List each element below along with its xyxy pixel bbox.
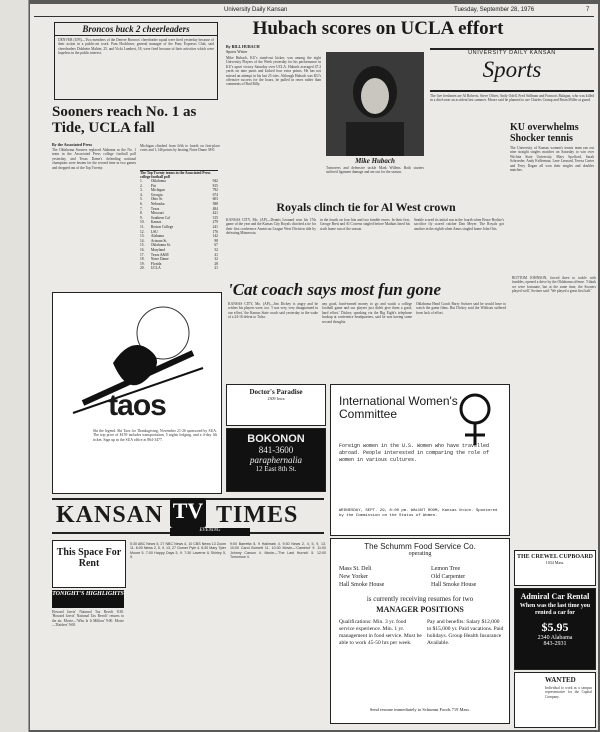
crewel-name: THE CREWEL CUPBOARD xyxy=(516,554,593,560)
poll-cell-team: Pitt xyxy=(150,183,156,188)
poll-cell-team: Oklahoma St. xyxy=(150,243,171,248)
sooners-body-2: Michigan climbed from fifth to fourth on first-place votes and 1,146 points by beating Notre Dame 38-0. xyxy=(140,144,220,153)
bokonon-ad xyxy=(226,428,326,492)
catcoach-headline: 'Cat coach says most fun gone xyxy=(228,280,441,299)
schumm-ad xyxy=(330,538,510,724)
schumm-accepting: is currently receiving resumes for two xyxy=(366,595,474,603)
poll-cell-team: Florida xyxy=(150,261,162,266)
doctors-paradise-ad xyxy=(226,384,326,426)
poll-cell-team: Maryland xyxy=(150,247,165,252)
poll-cell-pts: 815 xyxy=(212,183,218,188)
poll-cell-pts: 241 xyxy=(212,224,218,229)
bokonon-item: paraphernalia xyxy=(249,455,302,465)
ku-overwhelms-body: The University of Kansas women's tennis team ran out nine straight singles matches on Saturday to win over Wichita State University. Mary Spofford, Sarah Schroeder, Andy Kellerman, Lene Leonard, Teresa Carter and Terry Dagan all won their singles and doubles matches. xyxy=(510,146,594,173)
poll-cell-rank: 14. xyxy=(140,238,145,243)
broncos-body: DENVER (UPI)—Two members of the Denver Broncos' cheerleader squad were fired yesterday because of their action in a public-art work. Pam Hockhiser, general manager of the Pony Expresss Club, said cheerleaders Dobbette Mahier, 25, and Vicki Lambert, 18, were fired because of their activities which were hopeless in the public interest. xyxy=(58,38,214,56)
tv-times-kansan: KANSAN xyxy=(56,502,164,528)
header-paper-name: University Daily Kansan xyxy=(224,7,288,13)
poll-cell-rank: 16. xyxy=(140,247,145,252)
poll-cell-rank: 11. xyxy=(140,224,145,229)
taos-body: Ski the legend. Ski Taos for Thanksgiving, November 21-26 sponsored by SUA. The trip price of $159 includes transportation, 5 nights lodging, and a 4-day lift ticket. Sign up in the SUA office at 864-3477. xyxy=(93,429,217,442)
poll-cell-rank: 5. xyxy=(140,197,143,202)
hubach-body-2: Turnovers and defensive tackle Mark Willens. Both starters suffered ligament damage and are out for the season. xyxy=(326,166,424,175)
poll-table-title: The Top Twenty teams in the Associated Press college football poll xyxy=(140,171,211,179)
female-symbol-icon xyxy=(453,391,497,447)
poll-cell-rank: 15. xyxy=(140,243,145,248)
poll-cell-rank: 8. xyxy=(140,211,143,216)
poll-cell-team: Alabama xyxy=(150,234,164,239)
poll-cell-pts: 98 xyxy=(214,238,218,243)
sports-top-right-body: The five freshmen are Al Roberts, Steve Oliver, Andy Odell, Fred Stillman and Francois Balagan, who was killed in a ditch near an accident last summer. Moore said he planned to use Charles Crump and Brian Miller at guard. xyxy=(430,94,594,103)
tonights-highlights: TONIGHT'S HIGHLIGHTS xyxy=(52,590,124,608)
poll-cell-pts: 942 xyxy=(212,179,218,183)
poll-cell-pts: 176 xyxy=(212,229,218,234)
admiral-tagline: When was the last time you rented a car for xyxy=(519,603,591,616)
tv-listings-2: 9:00 Barretta 5, 9 Hallmark 4. 9:30 News 2, 4, 5, 9, 13. 10:00 Carol Burnett 11. 10:30 Movie—'Camelot' 9. 11:00 Johnny Carson 4. Movie—'The Last Hurrah' 5. 12:00 Tomorrow 4. xyxy=(230,542,326,560)
royals-body-1: KANSAS CITY, Mo. (AP)—Dennis Leonard won his 17th game of the year and the Kansas City Royals clinched a tie for their first conference American League West Division title by defeating Minnesota. xyxy=(226,218,316,236)
schumm-positions: MANAGER POSITIONS xyxy=(376,605,464,614)
poll-cell-team: Texas A&M xyxy=(150,252,169,257)
poll-cell-pts: 52 xyxy=(214,247,218,252)
poll-cell-team: Missouri xyxy=(150,211,164,216)
poll-cell-team: Georgia xyxy=(150,192,163,197)
doctors-ad-name: Doctor's Paradise xyxy=(249,388,303,396)
poll-cell-rank: 2. xyxy=(140,183,143,188)
wanted-ad xyxy=(514,672,596,728)
highlights-body: Howard Jarvis' National Tax Revolt 8:30. 'Howard Jarvis' National Tax Revolt' returns to the air. Movie—'Who Is It Million' 9:00. Movie—'Raiders' 9:00. xyxy=(52,610,124,628)
admiral-name: Admiral Car Rental xyxy=(520,592,590,601)
wanted-body: Individual to work as a campus representative for the Capital Company. xyxy=(545,686,592,699)
royals-body-3: Seattle scored its initial run in the fourth when Bruce Bochte's sacrifice fly scored catcher Dan Meyer. The Royals got another in the eighth when Amos singled home John Otis. xyxy=(414,218,504,231)
poll-cell-team: Southern Cal xyxy=(150,215,170,220)
bokonon-address: 12 East 8th St. xyxy=(255,465,297,473)
sports-flag-title: Sports xyxy=(482,57,542,82)
sooners-body: The Oklahoma Sooners replaced Alabama as the No. 1 team in the Associated Press college football poll yesterday, and Texas Dame's defending national champions were beaten for the second time in two games and dropped out of the Top Twenty. xyxy=(52,148,136,170)
womens-committee-ad xyxy=(330,384,510,536)
portrait-image xyxy=(326,52,424,156)
admiral-car-rental-ad xyxy=(514,588,596,670)
admiral-address: 2340 Alabama xyxy=(537,635,573,641)
tv-times-times: TIMES xyxy=(216,502,299,528)
poll-cell-team: LSU xyxy=(150,229,158,234)
womens-committee-body: Foreign women in the U.S. Women who have travelled abroad. People interested in comparing the role of women in various cultures. xyxy=(339,443,490,463)
header-page-number: 7 xyxy=(586,7,590,13)
space-for-rent-ad xyxy=(52,540,126,588)
bokonon-name: BOKONON xyxy=(247,433,305,445)
catcoach-body-4: BOTTOM JOHNSON, forced three to tackle with fumbles, opened a drive by the Oklahoma offense. 'I think we were fortunate, but at the same time, the Sooners played well,' Switzer said. 'We played a great first half.' xyxy=(512,276,596,294)
mike-hubach-photo xyxy=(326,52,424,156)
poll-cell-team: Michigan xyxy=(150,188,165,193)
womens-committee-title: International Women's Committee xyxy=(339,394,458,421)
poll-cell-pts: 484 xyxy=(212,206,218,211)
poll-cell-pts: 315 xyxy=(212,215,218,220)
poll-cell-rank: 10. xyxy=(140,220,145,225)
crewel-cupboard-ad xyxy=(514,550,596,586)
poll-cell-team: Nebraska xyxy=(150,201,165,206)
poll-cell-rank: 1. xyxy=(140,179,143,183)
broncos-box xyxy=(54,22,218,100)
wanted-title: WANTED xyxy=(545,676,576,684)
admiral-price: $5.95 xyxy=(541,620,569,634)
taos-logo: taos xyxy=(108,389,166,422)
poll-cell-rank: 18. xyxy=(140,257,145,262)
poll-cell-pts: 21 xyxy=(214,266,218,271)
poll-table xyxy=(140,170,218,281)
hubach-headline: Hubach scores on UCLA effort xyxy=(252,18,504,39)
womens-committee-footer: WEDNESDAY, SEPT. 29, 8:00 pm. WALNUT ROOM, Kansas Union. Sponsored by the Commission on the Status of Women. xyxy=(339,509,498,518)
poll-cell-rank: 9. xyxy=(140,215,143,220)
poll-cell-rank: 6. xyxy=(140,201,143,206)
running-header xyxy=(34,6,594,17)
royals-headline: Royals clinch tie for Al West crown xyxy=(276,200,456,214)
previous-page-edge xyxy=(0,0,29,732)
schumm-locations-right: Lemon Tree Old Carpenter Hall Smoke House xyxy=(431,566,477,588)
poll-cell-team: Boston College xyxy=(150,224,174,229)
hubach-body: Mike Hubach, KU's stand-out kicker, was among the eight University Players of the Week yesterday for his performance in KU's upset victory Saturday over UCLA. Hubach averaged 47.2 yards on nine punts and kicked four extra points. He has not missed an attempt in his last 25 tries. Although Hubach was KU's offensive success for the hours, he pulled in raves rather than comments of Bud Rilly. xyxy=(226,56,321,87)
schumm-locations-left: Mass St. Deli New Yorker Hall Smoke House xyxy=(339,566,385,588)
schumm-benefits: Pay and benefits: Salary $12,000 to $15,000 yr. Paid vacations. Paid holidays. Group Health Insurance Available. xyxy=(427,619,504,646)
tv-logo-box: TV xyxy=(170,498,206,528)
schumm-resume: Send resume immediately to Schumm Foods 719 Mass. xyxy=(369,707,471,712)
poll-cell-rank: 13. xyxy=(140,234,145,239)
catcoach-body-2: any good, hard-earned money to go and watch a college football game and our players just didn't give them a good, hard effort.' Dickey, speaking via the Big Eight's telephone hookup at conference headquarters, said he was having some second thoughts. xyxy=(322,302,412,324)
poll-cell-pts: 603 xyxy=(212,197,218,202)
poll-cell-team: UCLA xyxy=(150,266,161,271)
poll-cell-rank: 19. xyxy=(140,261,145,266)
poll-cell-rank: 7. xyxy=(140,206,143,211)
poll-cell-pts: 142 xyxy=(212,234,218,239)
photo-caption: Mike Hubach xyxy=(355,157,395,165)
newspaper-page xyxy=(30,4,598,730)
poll-cell-rank: 17. xyxy=(140,252,145,257)
poll-cell-pts: 421 xyxy=(212,211,218,216)
poll-cell-pts: 279 xyxy=(212,220,218,225)
poll-cell-pts: 588 xyxy=(212,201,218,206)
royals-body-2: in the fourth on four hits and two fumble errors. In their first, George Brett and Al Cowens singled before Mathias lined his sixth home run of the season. xyxy=(320,218,410,231)
sooners-headline: Sooners reach No. 1 as Tide, UCLA fall xyxy=(52,104,197,136)
admiral-phone: 843-2931 xyxy=(543,641,567,647)
schumm-operating: operating xyxy=(408,551,432,557)
sports-flag xyxy=(430,48,594,92)
poll-cell-rank: 12. xyxy=(140,229,145,234)
hubach-byline xyxy=(226,44,321,54)
space-for-rent-text: This Space For Rent xyxy=(56,547,122,569)
poll-cell-team: Texas xyxy=(150,206,160,211)
schumm-name: The Schumm Food Service Co. xyxy=(364,542,476,551)
poll-cell-team: Ohio St. xyxy=(150,197,163,202)
doctors-ad-address: 2309 Iowa xyxy=(267,396,285,401)
poll-cell-team: Kansas xyxy=(150,220,162,225)
header-date: Tuesday, September 28, 1976 xyxy=(454,7,535,13)
crewel-address: 1034 Mass. xyxy=(545,560,565,565)
poll-cell-pts: 674 xyxy=(212,192,218,197)
poll-cell-pts: 41 xyxy=(214,252,218,257)
hubach-byline-role: Sports Writer xyxy=(226,49,248,54)
poll-cell-team: Notre Dame xyxy=(150,257,169,262)
sooners-byline: By the Associated Press xyxy=(52,142,93,147)
poll-cell-rank: 20. xyxy=(140,266,145,271)
sports-flag-paper: UNIVERSITY DAILY KANSAN xyxy=(468,50,556,56)
broncos-headline: Broncos buck 2 cheerleaders xyxy=(55,23,217,36)
poll-cell-team: Arizona St. xyxy=(150,238,168,243)
poll-cell-team: Oklahoma xyxy=(150,179,166,183)
poll-cell-pts: 32 xyxy=(214,257,218,262)
poll-cell-rank: 3. xyxy=(140,188,143,193)
catcoach-body-3: Oklahoma Head Coach Barry Switzer said he would have to watch the game films. But Dickey said the Wildcats suffered from lack of effort. xyxy=(416,302,506,315)
poll-cell-pts: 792 xyxy=(212,188,218,193)
poll-cell-pts: 67 xyxy=(214,243,218,248)
taos-ad xyxy=(52,292,222,494)
poll-cell-rank: 4. xyxy=(140,192,143,197)
catcoach-body-1: KANSAS CITY, Mo. (AP)—Jim Dickey is angry and he wishes his players were, too. 'I was very, very disappointed in our effort,' the Kansas State coach said yesterday in the wake of a 24-16 defeat to Tulsa. xyxy=(228,302,318,320)
poll-cell-pts: 28 xyxy=(214,261,218,266)
tv-listings-1: 5:30 ABC News 5, 27 NBC News 4, 10 CBS News 13 Zoom 11. 6:00 News 2, 5, 9, 13, 27 Gomer Pyle 4. 6:30 Mary Tyler Moore 5. 7:00 Happy Days 5, 9. 7:30 Laverne & Shirley 5, 9. xyxy=(130,542,226,560)
poll-row xyxy=(140,266,218,271)
bokonon-phone: 841-3600 xyxy=(258,445,294,455)
tv-evening-label: EVENING xyxy=(170,528,250,536)
ku-overwhelms-headline: KU overwhelms Shocker tennis xyxy=(510,122,579,144)
hubach-byline-name: By BILL HUBACH xyxy=(226,44,260,49)
schumm-qualifications: Qualifications: Min. 3 yr. food service experience. Min. 1 yr. management in food service. Must be able to work 45-50 hrs per week. xyxy=(339,619,422,646)
poll-rows xyxy=(140,179,218,271)
